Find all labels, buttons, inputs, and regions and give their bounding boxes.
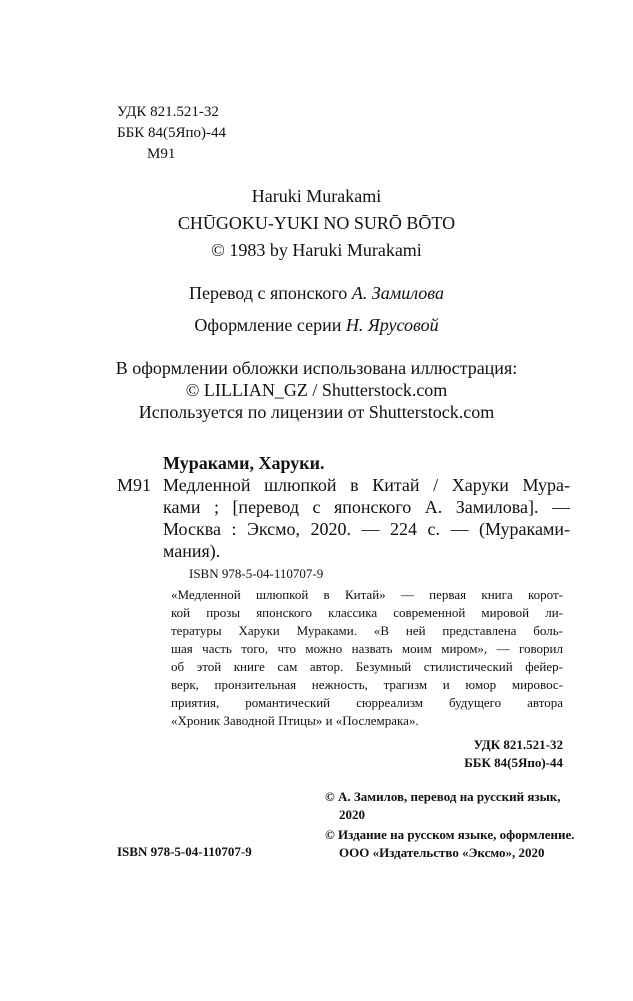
- catalog-author-mark: М91: [117, 475, 152, 495]
- original-author: Haruki Murakami: [251, 186, 382, 206]
- annotation-line: тературы Харуки Мураками. «В ней представлена боль-: [171, 623, 563, 638]
- translation-copyright-year: 2020: [339, 807, 365, 822]
- udk-code: УДК 821.521-32: [117, 104, 219, 120]
- annotation-line: приятия, романтический сюрреализм будущего автора: [171, 695, 563, 710]
- catalog-line: мания).: [163, 541, 221, 561]
- annotation-line: «Хроник Заводной Птицы» и «Послемрака».: [171, 713, 419, 728]
- bottom-isbn: ISBN 978-5-04-110707-9: [117, 844, 252, 859]
- catalog-line: Москва : Эксмо, 2020. — 224 с. — (Мураками-: [163, 519, 570, 539]
- annotation-line: кой прозы японского классика современной мировой ли-: [171, 605, 563, 620]
- bbk-code: ББК 84(5Япо)-44: [117, 125, 226, 141]
- annotation-line: шая часть того, что можно назвать моим миром», — говорил: [171, 641, 563, 656]
- annotation-line: об этой книге сам автор. Безумный стилистический фейер-: [171, 659, 563, 674]
- catalog-line: Медленной шлюпкой в Китай / Харуки Мура-: [163, 475, 570, 495]
- catalog-line: ками ; [перевод с японского А. Замилова]. —: [163, 497, 570, 517]
- bottom-bbk-code: ББК 84(5Япо)-44: [464, 755, 563, 770]
- designer-name: Н. Ярусовой: [345, 315, 439, 335]
- author-mark: М91: [147, 146, 176, 162]
- annotation-line: верк, пронзительная нежность, трагизм и юмор мировос-: [171, 677, 563, 692]
- cover-credit-line1: В оформлении обложки использована иллюстрация:: [115, 358, 518, 378]
- original-copyright: © 1983 by Haruki Murakami: [211, 240, 422, 260]
- series-design-credit: [0, 314, 633, 336]
- design-prefix: Оформление серии: [194, 315, 342, 335]
- translation-prefix: Перевод с японского: [189, 283, 348, 303]
- translation-credit: [0, 282, 633, 304]
- original-title: CHŪGOKU-YUKI NO SURŌ BŌTO: [177, 213, 456, 233]
- catalog-heading: Мураками, Харуки.: [163, 453, 325, 473]
- annotation-line: «Медленной шлюпкой в Китай» — первая книга корот-: [171, 587, 563, 602]
- bottom-udk-code: УДК 821.521-32: [473, 737, 563, 752]
- translator-name: А. Замилова: [351, 283, 444, 303]
- cover-credit-line3: Используется по лицензии от Shutterstock.com: [138, 402, 495, 422]
- translation-copyright: © А. Замилов, перевод на русский язык,: [325, 789, 561, 804]
- edition-copyright: © Издание на русском языке, оформление.: [325, 827, 575, 842]
- catalog-isbn: ISBN 978-5-04-110707-9: [189, 566, 324, 581]
- cover-credit-line2: © LILLIAN_GZ / Shutterstock.com: [185, 380, 448, 400]
- publisher-copyright: ООО «Издательство «Эксмо», 2020: [339, 845, 545, 860]
